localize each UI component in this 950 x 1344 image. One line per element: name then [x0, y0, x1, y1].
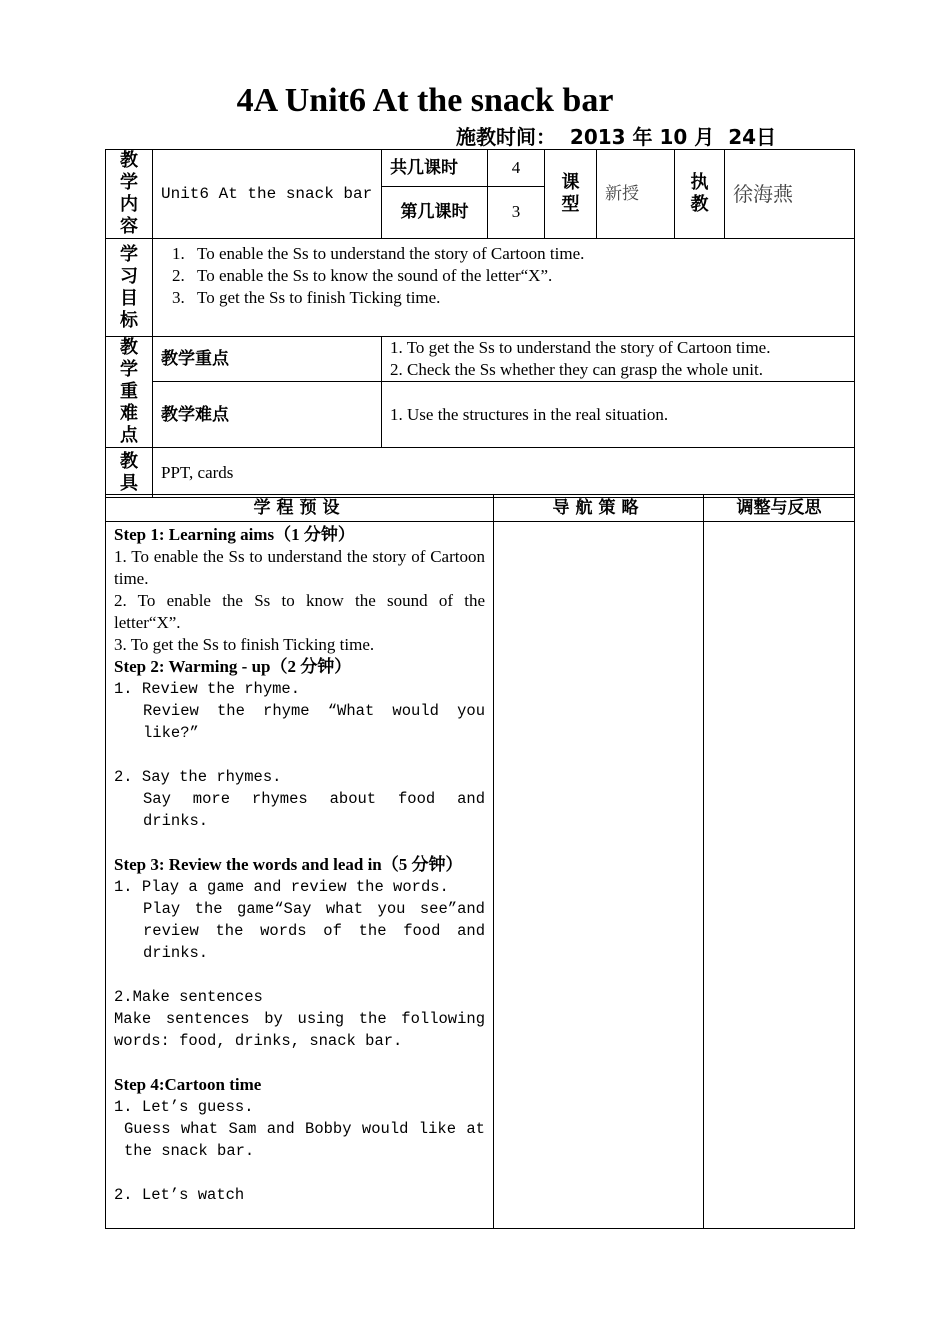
- strategy-content: [494, 522, 704, 1229]
- step1-title: Step 1: Learning aims（1 分钟）: [114, 525, 355, 544]
- step4-detail: Guess what Sam and Bobby would like at the snack bar.: [124, 1120, 495, 1160]
- step2-item: 1. Review the rhyme.: [114, 680, 301, 698]
- process-header: 学程预设: [106, 495, 494, 522]
- goal-item: 3. To get the Ss to finish Ticking time.: [189, 287, 846, 309]
- document-title: 4A Unit6 At the snack bar: [236, 82, 614, 119]
- goal-item: 1. To enable the Ss to understand the story of Cartoon time.: [189, 243, 846, 265]
- goal-item: 2. To enable the Ss to know the sound of the letter“X”.: [189, 265, 846, 287]
- step1-line: 3. To get the Ss to finish Ticking time.: [114, 635, 375, 654]
- step2-item: 2. Say the rhymes.: [114, 768, 282, 786]
- focus-line: 1. To get the Ss to understand the story of Cartoon time.: [390, 338, 771, 358]
- reflection-header: 调整与反思: [704, 495, 855, 522]
- total-periods-value: 4: [488, 150, 545, 187]
- focus-label: 教学重点: [153, 337, 382, 382]
- step3-title: Step 3: Review the words and lead in（5 分钟）: [114, 855, 463, 874]
- step3-detail: Make sentences by using the following words: food, drinks, snack bar.: [114, 1010, 495, 1050]
- step1-line: 2. To enable the Ss to know the sound of the letter“X”.: [114, 591, 485, 632]
- difficulty-content: [382, 382, 855, 448]
- step4-item: 1. Let’s guess.: [114, 1098, 254, 1116]
- process-table: [105, 494, 855, 1229]
- step3-item: 1. Play a game and review the words.: [114, 878, 449, 896]
- lesson-type-label: 课 型: [545, 150, 597, 239]
- goals-list: [161, 243, 846, 309]
- period-no-label: 第几课时: [382, 186, 488, 238]
- content-value: Unit6 At the snack bar: [153, 150, 382, 239]
- step4-title: Step 4:Cartoon time: [114, 1075, 262, 1094]
- strategy-header: 导航策略: [494, 495, 704, 522]
- step4-item: 2. Let’s watch: [114, 1186, 245, 1204]
- reflection-content: [704, 522, 855, 1229]
- focus-line: 2. Check the Ss whether they can grasp the whole unit.: [390, 360, 763, 380]
- tools-label: 教 具: [106, 448, 153, 498]
- lesson-info-table: [105, 149, 855, 498]
- step2-detail: Say more rhymes about food and drinks.: [143, 790, 495, 830]
- tools-value: PPT, cards: [153, 448, 855, 498]
- total-periods-label: 共几课时: [382, 150, 488, 187]
- difficulty-label: 教学难点: [153, 382, 382, 448]
- key-points-label: 教 学 重 难 点: [106, 337, 153, 448]
- period-no-value: 3: [488, 186, 545, 238]
- goals-label: 学 习 目 标: [106, 239, 153, 337]
- teacher-value: 徐海燕: [725, 150, 855, 239]
- content-label: 教 学 内 容: [106, 150, 153, 239]
- goals-cell: [153, 239, 855, 337]
- step2-detail: Review the rhyme “What would you like?”: [143, 702, 495, 742]
- process-content: [106, 522, 494, 1229]
- step2-title: Step 2: Warming - up（2 分钟）: [114, 657, 352, 676]
- lesson-type-value: 新授: [597, 150, 675, 239]
- step3-item: 2.Make sentences: [114, 988, 263, 1006]
- step3-detail: Play the game“Say what you see”and review the words of the food and drinks.: [143, 900, 495, 962]
- focus-content: [382, 337, 855, 382]
- teaching-date: 施教时间： 2013 年 10 月 24日: [456, 125, 777, 149]
- difficulty-line: 1. Use the structures in the real situation.: [390, 404, 669, 424]
- teacher-label: 执 教: [675, 150, 725, 239]
- step1-line: 1. To enable the Ss to understand the story of Cartoon time.: [114, 547, 485, 588]
